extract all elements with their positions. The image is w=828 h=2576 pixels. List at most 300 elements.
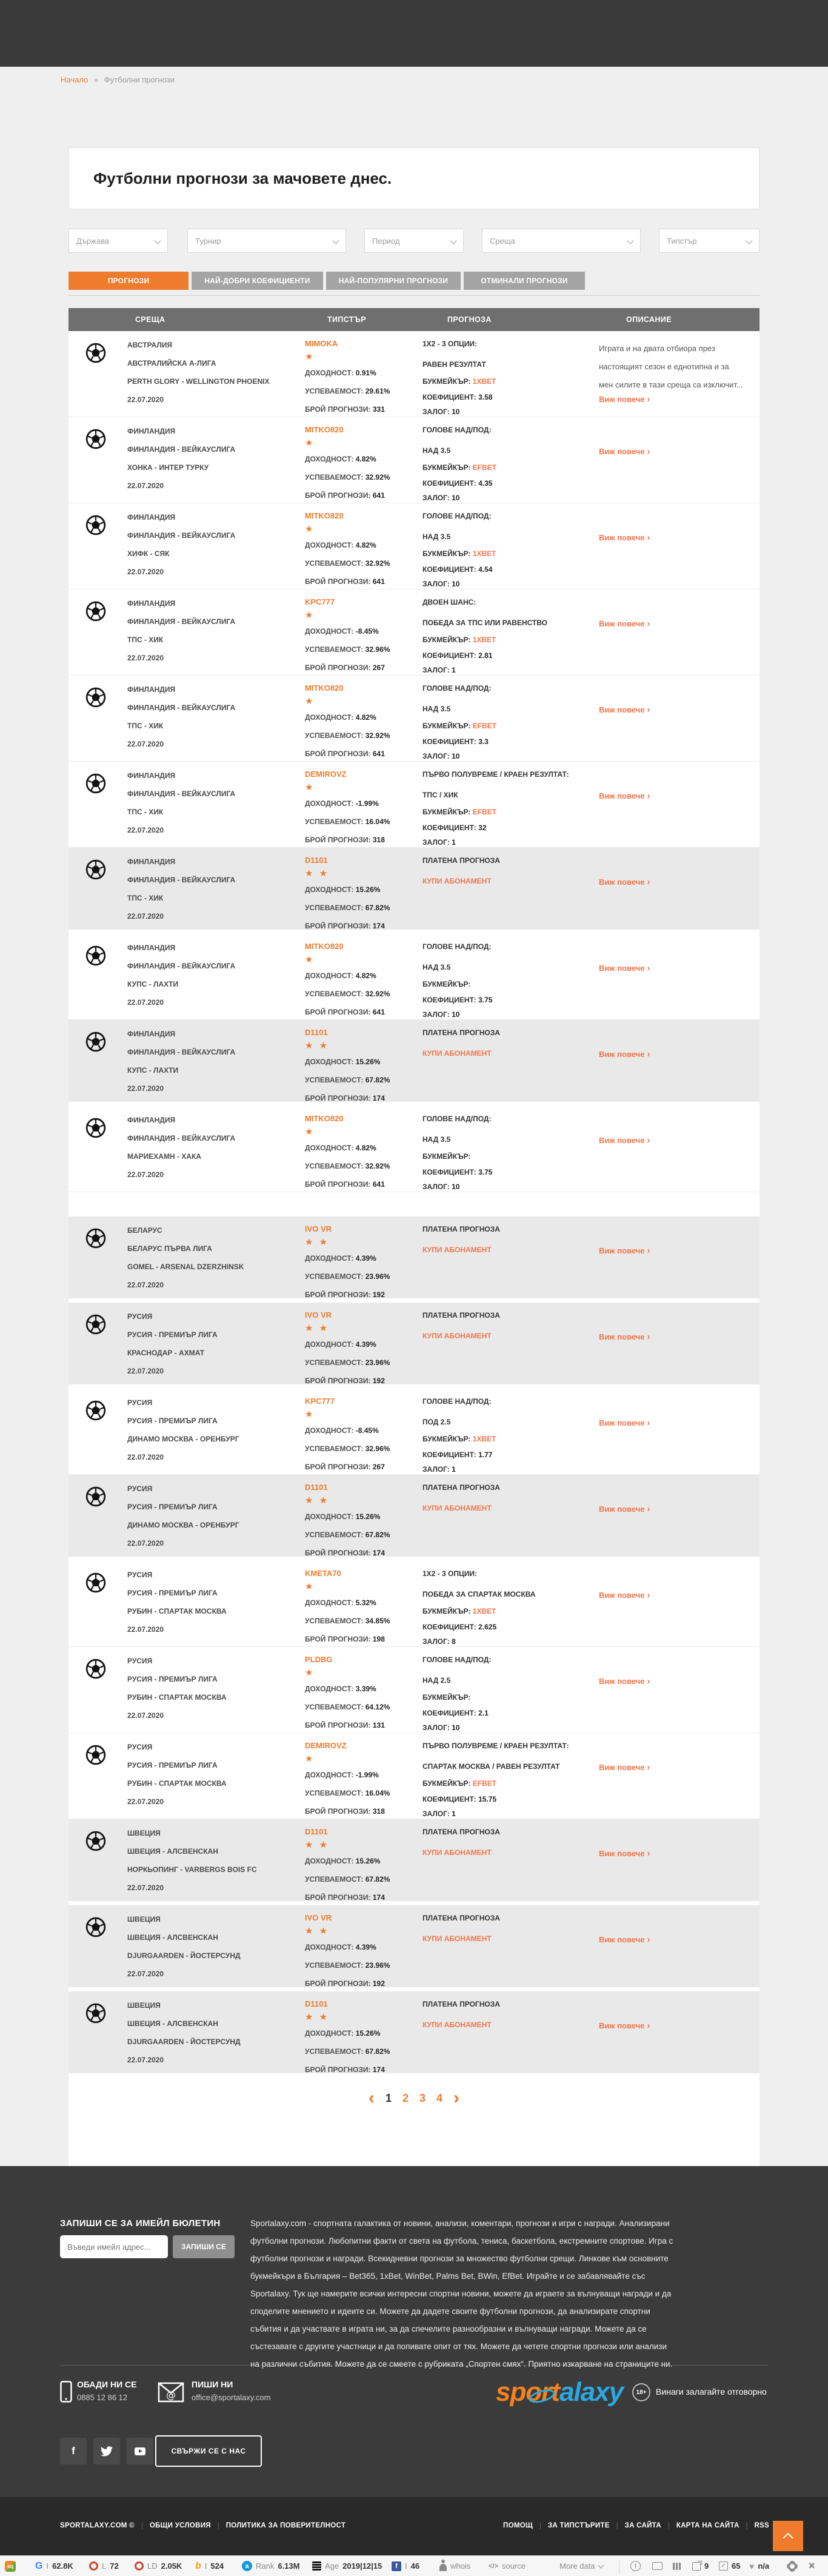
count-value: 174 (372, 1094, 385, 1102)
see-more-link[interactable]: Виж повече › (599, 1934, 650, 1945)
count-label: БРОЙ ПРОГНОЗИ: (305, 491, 371, 500)
filter-placeholder: Типстър (667, 236, 697, 246)
success-label: УСПЕВАЕМОСТ: (305, 904, 364, 912)
buy-subscription-link[interactable]: КУПИ АБОНАМЕНТ (422, 1934, 492, 1943)
match-teams[interactable]: РУБИН - СПАРТАК МОСКВА (127, 1607, 227, 1615)
bet-type: ДВОЕН ШАНС: (422, 598, 476, 606)
success-label: УСПЕВАЕМОСТ: (305, 1531, 364, 1539)
tipster-link[interactable]: IVO VR (305, 1310, 332, 1320)
pagination-page-2[interactable]: 2 (402, 2091, 409, 2104)
tipster-link[interactable]: KMETA70 (305, 1569, 341, 1578)
tipster-stars: ★ (305, 1409, 315, 1420)
count-value: 641 (372, 491, 385, 500)
success-value: 16.04% (365, 817, 390, 826)
chevron-right-icon: › (647, 446, 650, 457)
toolbar-metric-i[interactable] (195, 2556, 224, 2576)
prediction-row (68, 1475, 760, 1561)
football-icon (85, 859, 107, 880)
pagination-page-4[interactable]: 4 (436, 2091, 443, 2104)
column-header: ПРОГНОЗА (447, 315, 492, 324)
footer-link-right-4[interactable]: RSS (754, 2522, 769, 2529)
match-league[interactable]: РУСИЯ - ПРЕМИЪР ЛИГА (127, 1503, 218, 1511)
buy-subscription-link[interactable]: КУПИ АБОНАМЕНТ (422, 1848, 492, 1857)
footer-link-left-0[interactable]: SPORTALAXY.COM © (60, 2522, 135, 2529)
match-teams[interactable]: PERTH GLORY - WELLINGTON PHOENIX (127, 377, 270, 386)
tipster-stars: ★ (305, 524, 315, 534)
tipster-link[interactable]: DEMIROVZ (305, 1741, 347, 1750)
chevron-right-icon: › (647, 1049, 650, 1059)
yield-value: 4.82% (355, 713, 376, 722)
tipster-link[interactable]: DEMIROVZ (305, 770, 347, 779)
filter-dropdown-1[interactable] (68, 229, 168, 253)
toolbar-metric-i[interactable] (392, 2556, 419, 2576)
tipster-link[interactable]: D1101 (305, 856, 328, 865)
coefficient-value: 15.75 (478, 1795, 497, 1803)
yield-label: ДОХОДНОСТ: (305, 885, 354, 894)
tab-най-добри-коефициенти[interactable]: НАЙ-ДОБРИ КОЕФИЦИЕНТИ (192, 272, 323, 290)
chevron-right-icon: › (647, 619, 650, 629)
bookmaker-link[interactable]: EFBET (472, 808, 497, 816)
match-teams[interactable]: НОРКЬОПИНГ - VARBERGS BOIS FC (127, 1865, 257, 1874)
success-label: УСПЕВАЕМОСТ: (305, 1358, 364, 1367)
see-more-link[interactable]: Виж повече › (599, 963, 650, 973)
tipster-link[interactable]: MITKO820 (305, 683, 344, 693)
phone-icon (60, 2381, 72, 2406)
success-label: УСПЕВАЕМОСТ: (305, 1789, 364, 1797)
match-league[interactable]: РУСИЯ - ПРЕМИЪР ЛИГА (127, 1417, 218, 1425)
toolbar-metric-i[interactable] (35, 2556, 73, 2576)
svg-text:@: @ (166, 2389, 176, 2401)
filter-dropdown-3[interactable] (364, 229, 464, 253)
buy-subscription-link[interactable]: КУПИ АБОНАМЕНТ (422, 1504, 492, 1512)
pagination-page-3[interactable]: 3 (419, 2091, 426, 2104)
write-us-email[interactable]: office@sportalaxy.com (192, 2393, 271, 2402)
yield-value: -1.99% (355, 799, 379, 808)
prediction-row (68, 589, 760, 676)
bookmaker-link[interactable]: EFBET (472, 1779, 497, 1788)
match-date: 22.07.2020 (127, 1453, 164, 1461)
count-label: БРОЙ ПРОГНОЗИ: (305, 1635, 371, 1643)
match-league[interactable]: ФИНЛАНДИЯ - ВЕЙКАУСЛИГА (127, 790, 236, 798)
match-date: 22.07.2020 (127, 1625, 164, 1634)
external-icon (692, 2562, 701, 2571)
match-date: 22.07.2020 (127, 481, 164, 490)
tipster-link[interactable]: IVO VR (305, 1913, 332, 1922)
tab-прогнози[interactable]: ПРОГНОЗИ (68, 272, 189, 290)
prediction-row (68, 934, 760, 1020)
match-league[interactable]: ФИНЛАНДИЯ - ВЕЙКАУСЛИГА (127, 1134, 236, 1142)
success-label: УСПЕВАЕМОСТ: (305, 1875, 364, 1883)
football-icon (85, 1916, 107, 1938)
title-card (68, 147, 760, 209)
bookmaker-link[interactable]: 1XBET (472, 1435, 496, 1443)
tipster-link[interactable]: MIMOKA (305, 339, 338, 348)
match-league[interactable]: РУСИЯ - ПРЕМИЪР ЛИГА (127, 1330, 218, 1339)
chevron-right-icon: › (647, 394, 650, 404)
match-teams[interactable]: ДИНАМО МОСКВА - ОРЕНБУРГ (127, 1435, 239, 1443)
match-teams[interactable]: КУПС - ЛАХТИ (127, 980, 179, 988)
toolbar-button-close[interactable] (809, 2556, 815, 2576)
match-teams[interactable]: МАРИЕХАМН - ХАКА (127, 1152, 201, 1161)
see-more-link[interactable]: Виж повече › (599, 619, 650, 629)
stake-value: 1 (452, 1810, 456, 1818)
match-teams[interactable]: ТПС - ХИК (127, 722, 164, 730)
toolbar-metric-age[interactable] (312, 2556, 382, 2576)
gear-icon (788, 2562, 796, 2571)
description-cell (599, 1389, 750, 1474)
bookmaker-link[interactable]: EFBET (472, 722, 497, 730)
bookmaker-label: БУКМЕЙКЪР: (422, 808, 471, 816)
youtube-icon[interactable] (127, 2438, 153, 2464)
chevron-right-icon: › (647, 877, 650, 887)
coefficient-value: 3.58 (478, 393, 493, 401)
see-more-link[interactable]: Виж повече › (599, 532, 650, 543)
see-more-link[interactable]: Виж повече › (599, 1135, 650, 1145)
yield-value: 4.82% (355, 455, 376, 463)
bottom-links-left (60, 2520, 346, 2531)
tipster-link[interactable]: KPC777 (305, 1397, 335, 1406)
bookmaker-link[interactable]: EFBET (472, 463, 497, 472)
see-more-link[interactable]: Виж повече › (599, 1418, 650, 1428)
bookmaker-link[interactable]: 1XBET (472, 377, 496, 386)
yield-value: 15.26% (355, 1058, 381, 1066)
success-label: УСПЕВАЕМОСТ: (305, 2047, 364, 2056)
tipster-link[interactable]: IVO VR (305, 1224, 332, 1233)
description-cell (599, 589, 750, 675)
yield-label: ДОХОДНОСТ: (305, 799, 354, 808)
metric-label: L (102, 2561, 107, 2571)
tipster-link[interactable]: D1101 (305, 1827, 328, 1836)
pagination-next[interactable]: › (453, 2088, 460, 2108)
see-more-link[interactable]: Виж повече › (599, 705, 650, 715)
match-teams[interactable]: РУБИН - СПАРТАК МОСКВА (127, 1693, 227, 1702)
see-more-link[interactable]: Виж повече › (599, 394, 650, 404)
match-league[interactable]: ФИНЛАНДИЯ - ВЕЙКАУСЛИГА (127, 445, 236, 454)
tipster-stars: ★ (305, 696, 315, 706)
description-cell (599, 1905, 750, 1987)
facebook-icon[interactable]: f (60, 2438, 87, 2464)
match-league[interactable]: РУСИЯ - ПРЕМИЪР ЛИГА (127, 1761, 218, 1769)
match-teams[interactable]: ХОНКА - ИНТЕР ТУРКУ (127, 463, 209, 472)
tipster-stars: ★ (305, 782, 315, 793)
success-value: 67.82% (365, 1531, 390, 1539)
tipster-link[interactable]: PLDBG (305, 1655, 333, 1664)
chevron-right-icon: › (647, 1590, 650, 1600)
yield-value: 15.26% (355, 2029, 381, 2038)
pagination-prev[interactable]: ‹ (368, 2088, 375, 2108)
bookmaker-link[interactable]: 1XBET (472, 1607, 496, 1615)
see-more-link[interactable]: Виж повече › (599, 1246, 650, 1256)
tipster-link[interactable]: MITKO820 (305, 1114, 344, 1123)
bookmaker-link[interactable]: 1XBET (472, 636, 496, 644)
bet-type: ГОЛОВЕ НАД/ПОД: (422, 426, 492, 434)
footer-link-right-2[interactable]: ЗА САЙТА (624, 2522, 661, 2529)
count-label: БРОЙ ПРОГНОЗИ: (305, 1377, 371, 1385)
match-league[interactable]: ФИНЛАНДИЯ - ВЕЙКАУСЛИГА (127, 617, 236, 626)
yield-label: ДОХОДНОСТ: (305, 1058, 354, 1066)
match-country: ФИНЛАНДИЯ (127, 1030, 176, 1038)
match-date: 22.07.2020 (127, 654, 164, 662)
more-data-label: More data (559, 2561, 595, 2571)
match-league[interactable]: ШВЕЦИЯ - АЛСВЕНСКАН (127, 2019, 218, 2028)
see-more-link[interactable]: Виж повече › (599, 877, 650, 887)
yield-value: 15.26% (355, 1857, 381, 1865)
match-country: РУСИЯ (127, 1571, 153, 1579)
success-label: УСПЕВАЕМОСТ: (305, 473, 364, 481)
match-date: 22.07.2020 (127, 1084, 164, 1093)
toolbar-metric-ld[interactable] (135, 2556, 182, 2576)
coefficient-label: КОЕФИЦИЕНТ: (422, 996, 476, 1004)
yield-label: ДОХОДНОСТ: (305, 455, 354, 463)
yield-label: ДОХОДНОСТ: (305, 1254, 354, 1263)
prediction-row (68, 1303, 760, 1389)
bookmaker-label: БУКМЕЙКЪР: (422, 1607, 471, 1615)
bet-type: ГОЛОВЕ НАД/ПОД: (422, 684, 492, 693)
see-more-link[interactable]: Виж повече › (599, 791, 650, 801)
yield-label: ДОХОДНОСТ: (305, 1512, 354, 1521)
tipster-link[interactable]: MITKO820 (305, 511, 344, 520)
see-more-link[interactable]: Виж повече › (599, 1676, 650, 1686)
count-label: БРОЙ ПРОГНОЗИ: (305, 1008, 371, 1016)
see-more-link[interactable]: Виж повече › (599, 1762, 650, 1773)
bookmaker-label: БУКМЕЙКЪР: (422, 1152, 471, 1161)
match-league[interactable]: БЕЛАРУС ПЪРВА ЛИГА (127, 1244, 212, 1253)
match-league[interactable]: РУСИЯ - ПРЕМИЪР ЛИГА (127, 1589, 218, 1597)
coefficient-label: КОЕФИЦИЕНТ: (422, 1451, 476, 1459)
footer-link-left-2[interactable]: ПОЛИТИКА ЗА ПОВЕРИТЕЛНОСТ (225, 2522, 346, 2529)
footer-link-left-1[interactable]: ОБЩИ УСЛОВИЯ (149, 2522, 211, 2529)
yield-label: ДОХОДНОСТ: (305, 1598, 354, 1607)
see-more-link[interactable]: Виж повече › (599, 1332, 650, 1342)
contact-us-button[interactable]: СВЪРЖИ СЕ С НАС (155, 2435, 262, 2467)
tipster-link[interactable]: D1101 (305, 1028, 328, 1037)
metric-value: 46 (410, 2561, 420, 2571)
toolbar-metric-rank[interactable] (242, 2556, 300, 2576)
success-label: УСПЕВАЕМОСТ: (305, 1272, 364, 1281)
match-country: ФИНЛАНДИЯ (127, 427, 176, 435)
stake-label: ЗАЛОГ: (422, 494, 450, 502)
match-teams[interactable]: ТПС - ХИК (127, 808, 164, 816)
toolbar-button-external[interactable] (692, 2556, 709, 2576)
match-teams[interactable]: ХИФК - СЯК (127, 549, 170, 558)
prediction-row (68, 676, 760, 762)
prediction-row (68, 1991, 760, 2078)
success-value: 32.96% (365, 1444, 390, 1453)
tipster-stars: ★ (305, 438, 315, 448)
success-label: УСПЕВАЕМОСТ: (305, 1617, 364, 1625)
tipster-stars: ★ (305, 352, 315, 362)
buy-subscription-link[interactable]: КУПИ АБОНАМЕНТ (422, 1049, 492, 1058)
football-icon (85, 342, 107, 364)
match-teams[interactable]: ТПС - ХИК (127, 636, 164, 644)
toolbar-metric-source[interactable] (489, 2556, 526, 2576)
count-value: 331 (372, 405, 385, 414)
footer-link-right-0[interactable]: ПОМОЩ (503, 2522, 533, 2529)
yield-value: 15.26% (355, 885, 381, 894)
chevron-down-icon (154, 237, 161, 244)
count-value: 318 (372, 836, 385, 844)
coefficient-label: КОЕФИЦИЕНТ: (422, 1709, 476, 1717)
match-date: 22.07.2020 (127, 826, 164, 834)
football-icon (85, 1830, 107, 1852)
bottom-bar (0, 2497, 828, 2555)
football-icon (85, 1031, 107, 1053)
match-teams[interactable]: КРАСНОДАР - АХМАТ (127, 1349, 205, 1357)
toolbar-button-check[interactable] (719, 2556, 740, 2576)
prediction-row (68, 331, 760, 417)
match-league[interactable]: РУСИЯ - ПРЕМИЪР ЛИГА (127, 1675, 218, 1683)
see-more-link[interactable]: Виж повече › (599, 2021, 650, 2031)
match-teams[interactable]: ТПС - ХИК (127, 894, 164, 902)
newsletter-subscribe-button[interactable]: ЗАПИШИ СЕ (173, 2235, 235, 2258)
toolbar-button-heart[interactable] (749, 2556, 769, 2576)
success-value: 67.82% (365, 2047, 390, 2056)
match-teams[interactable]: РУБИН - СПАРТАК МОСКВА (127, 1779, 227, 1788)
bet-pick: ТПС / ХИК (422, 791, 458, 799)
chevron-right-icon: › (647, 1332, 650, 1342)
success-value: 29.61% (365, 387, 390, 395)
metric-value: 9 (704, 2561, 709, 2571)
filter-dropdown-4[interactable] (482, 229, 641, 253)
toolbar-metric-l[interactable] (89, 2556, 119, 2576)
metric-label: I (204, 2561, 207, 2571)
tipster-link[interactable]: D1101 (305, 1999, 328, 2008)
tipster-stars: ★ ★ (305, 1495, 330, 1506)
pagination-page-1[interactable]: 1 (385, 2091, 392, 2104)
buy-subscription-link[interactable]: КУПИ АБОНАМЕНТ (422, 1332, 492, 1340)
twitter-icon[interactable] (93, 2438, 120, 2464)
stake-label: ЗАЛОГ: (422, 1637, 450, 1646)
tipster-link[interactable]: MITKO820 (305, 425, 344, 434)
toolbar-more-data-button[interactable] (559, 2556, 603, 2576)
metric-label: whois (450, 2561, 471, 2571)
see-more-link[interactable]: Виж повече › (599, 1848, 650, 1859)
yield-value: 15.26% (355, 1512, 381, 1521)
filter-dropdown-2[interactable] (187, 229, 346, 253)
predictions-table (68, 308, 760, 2166)
match-teams[interactable]: GOMEL - ARSENAL DZERZHINSK (127, 1263, 244, 1271)
yield-label: ДОХОДНОСТ: (305, 1685, 354, 1693)
toolbar-metric-seoquake[interactable] (5, 2556, 16, 2576)
success-label: УСПЕВАЕМОСТ: (305, 990, 364, 998)
filter-dropdown-5[interactable] (659, 229, 760, 253)
yield-label: ДОХОДНОСТ: (305, 2029, 354, 2038)
tipster-link[interactable]: MITKO820 (305, 942, 344, 951)
match-teams[interactable]: ДИНАМО МОСКВА - ОРЕНБУРГ (127, 1521, 239, 1529)
buy-subscription-link[interactable]: КУПИ АБОНАМЕНТ (422, 1246, 492, 1254)
breadcrumb-home-link[interactable]: Начало (61, 75, 88, 84)
stake-label: ЗАЛОГ: (422, 580, 450, 588)
call-us-phone[interactable]: 0885 12 86 12 (77, 2393, 128, 2402)
stake-label: ЗАЛОГ: (422, 1182, 450, 1191)
coefficient-value: 32 (478, 823, 487, 832)
tab-отминали-прогнози[interactable]: ОТМИНАЛИ ПРОГНОЗИ (464, 272, 585, 290)
coefficient-label: КОЕФИЦИЕНТ: (422, 823, 476, 832)
link-separator: | (141, 2522, 143, 2529)
count-label: БРОЙ ПРОГНОЗИ: (305, 663, 371, 672)
description-cell (599, 331, 750, 417)
tab-най-популярни-прогнози[interactable]: НАЙ-ПОПУЛЯРНИ ПРОГНОЗИ (326, 272, 461, 290)
see-more-link[interactable]: Виж повече › (599, 1504, 650, 1514)
count-value: 318 (372, 1807, 385, 1816)
site-header-band (0, 0, 828, 67)
link-separator: | (667, 2522, 670, 2529)
match-league[interactable]: ФИНЛАНДИЯ - ВЕЙКАУСЛИГА (127, 1048, 236, 1056)
match-teams[interactable]: КУПС - ЛАХТИ (127, 1066, 179, 1075)
match-teams[interactable]: DJURGAARDEN - ЙОСТЕРСУНД (127, 1951, 241, 1960)
see-more-link[interactable]: Виж повече › (599, 1590, 650, 1600)
chevron-right-icon: › (647, 1418, 650, 1428)
football-icon (85, 2002, 107, 2024)
link-separator: | (616, 2522, 618, 2529)
chevron-down-icon (450, 237, 456, 244)
newsletter-email-input[interactable] (60, 2235, 168, 2258)
stake-value: 1 (452, 838, 456, 847)
bet-pick: НАД 3.5 (422, 446, 451, 455)
toolbar-button-chart[interactable] (673, 2556, 681, 2576)
sportalaxy-logo[interactable]: sportalaxy (496, 2377, 624, 2407)
tipster-stars: ★ ★ (305, 1323, 330, 1333)
footer-link-right-3[interactable]: КАРТА НА САЙТА (676, 2522, 740, 2529)
tipster-link[interactable]: KPC777 (305, 597, 335, 606)
coefficient-label: КОЕФИЦИЕНТ: (422, 1795, 476, 1803)
paid-prediction-title: ПЛАТЕНА ПРОГНОЗА (422, 1028, 500, 1037)
heart-icon: ♥ (749, 2561, 755, 2571)
write-us-title: ПИШИ НИ (192, 2380, 233, 2389)
toolbar-button-info[interactable] (630, 2556, 641, 2576)
code-icon: </> (489, 2562, 498, 2570)
tipster-link[interactable]: D1101 (305, 1483, 328, 1492)
toolbar-metric-whois[interactable] (439, 2556, 470, 2576)
bookmaker-link[interactable]: 1XBET (472, 549, 496, 558)
match-teams[interactable]: DJURGAARDEN - ЙОСТЕРСУНД (127, 2038, 241, 2046)
match-league[interactable]: ФИНЛАНДИЯ - ВЕЙКАУСЛИГА (127, 962, 236, 970)
see-more-link[interactable]: Виж повече › (599, 1049, 650, 1059)
football-icon (85, 1744, 107, 1766)
toolbar-button-gear[interactable] (788, 2556, 796, 2576)
paid-prediction-title: ПЛАТЕНА ПРОГНОЗА (422, 1225, 500, 1233)
table-rows (68, 331, 760, 2078)
success-label: УСПЕВАЕМОСТ: (305, 1703, 364, 1711)
breadcrumb-current: Футболни прогнози (104, 75, 175, 84)
match-league[interactable]: АВСТРАЛИЙСКА А-ЛИГА (127, 359, 216, 367)
scroll-to-top-button[interactable] (773, 2521, 803, 2551)
match-league[interactable]: ШВЕЦИЯ - АЛСВЕНСКАН (127, 1847, 218, 1856)
yield-value: 4.82% (355, 1144, 376, 1152)
toolbar-button-monitor[interactable] (652, 2556, 663, 2576)
prediction-row (68, 503, 760, 589)
match-league[interactable]: ФИНЛАНДИЯ - ВЕЙКАУСЛИГА (127, 703, 236, 712)
coefficient-label: КОЕФИЦИЕНТ: (422, 1168, 476, 1176)
yield-label: ДОХОДНОСТ: (305, 1943, 354, 1951)
tipster-stars: ★ (305, 1754, 315, 1764)
buy-subscription-link[interactable]: КУПИ АБОНАМЕНТ (422, 2021, 492, 2029)
stake-value: 10 (452, 580, 460, 588)
match-league[interactable]: ФИНЛАНДИЯ - ВЕЙКАУСЛИГА (127, 876, 236, 884)
see-more-link[interactable]: Виж повече › (599, 446, 650, 457)
success-label: УСПЕВАЕМОСТ: (305, 387, 364, 395)
footer-link-right-1[interactable]: ЗА ТИПСТЪРИТЕ (547, 2522, 610, 2529)
match-league[interactable]: ШВЕЦИЯ - АЛСВЕНСКАН (127, 1933, 218, 1942)
prediction-row (68, 1905, 760, 1991)
match-league[interactable]: ФИНЛАНДИЯ - ВЕЙКАУСЛИГА (127, 531, 236, 540)
buy-subscription-link[interactable]: КУПИ АБОНАМЕНТ (422, 877, 492, 885)
success-value: 23.96% (365, 1358, 390, 1367)
match-date: 22.07.2020 (127, 740, 164, 748)
match-country: ШВЕЦИЯ (127, 1915, 161, 1924)
metric-value: 524 (210, 2561, 224, 2571)
success-value: 32.92% (365, 731, 390, 740)
